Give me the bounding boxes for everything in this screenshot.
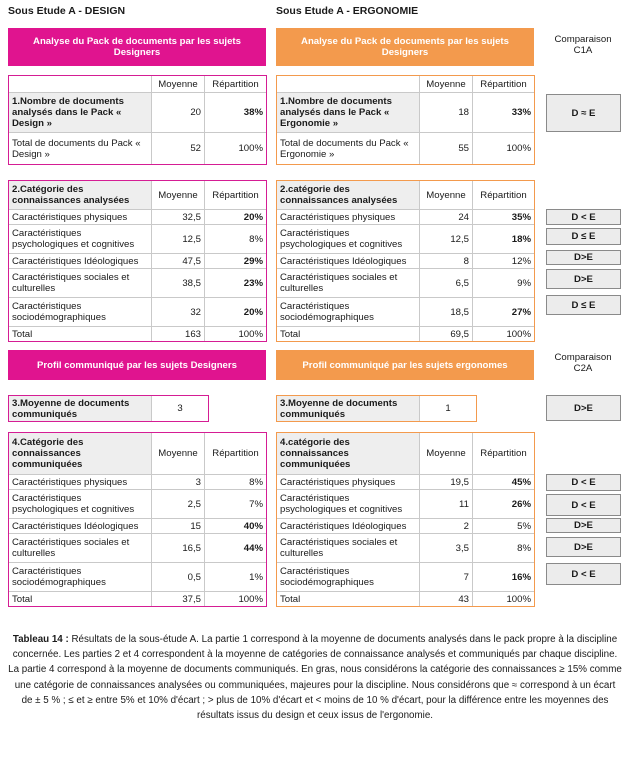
cell-moyenne: 32,5 bbox=[152, 210, 205, 225]
column-header-repartition: Répartition bbox=[205, 76, 267, 93]
comparison-c1a-physique: D < E bbox=[546, 209, 621, 225]
cell-repartition: 12% bbox=[473, 254, 535, 269]
ergonomie-table-3 bbox=[276, 395, 477, 422]
row-label: Caractéristiques Idéologiques bbox=[277, 254, 420, 269]
comparison-c1a-ideologique: D>E bbox=[546, 250, 621, 265]
table-header-category: 4.catégorie des connaissances communiquées bbox=[277, 433, 420, 475]
cell-repartition: 23% bbox=[205, 269, 267, 298]
design-table-4 bbox=[8, 432, 267, 607]
ergonomie-table-4 bbox=[276, 432, 535, 607]
comparison-c1a-sociodemographique: D ≤ E bbox=[546, 295, 621, 315]
comparison-c1a-title: Comparaison C1A bbox=[554, 34, 612, 56]
column-header-repartition: Répartition bbox=[205, 181, 267, 210]
column-header-moyenne: Moyenne bbox=[152, 76, 205, 93]
row-label: Total bbox=[9, 592, 152, 607]
cell-repartition: 29% bbox=[205, 254, 267, 269]
column-header-moyenne: Moyenne bbox=[420, 181, 473, 210]
cell-moyenne: 37,5 bbox=[152, 592, 205, 607]
design-banner-profile: Profil communiqué par les sujets Designers bbox=[8, 350, 266, 380]
ergonomie-section-title: Sous Etude A - ERGONOMIE bbox=[276, 5, 419, 17]
design-banner-analysis: Analyse du Pack de documents par les sujets Designers bbox=[8, 28, 266, 66]
cell-repartition: 9% bbox=[473, 269, 535, 298]
cell-repartition: 8% bbox=[205, 225, 267, 254]
cell-repartition: 45% bbox=[473, 475, 535, 490]
row-label: Total bbox=[9, 327, 152, 342]
comparison-c2a-sociale: D>E bbox=[546, 537, 621, 557]
cell-moyenne: 52 bbox=[152, 133, 205, 165]
comparison-c2a-documents: D>E bbox=[546, 395, 621, 421]
cell-moyenne: 3 bbox=[152, 475, 205, 490]
cell-moyenne: 3,5 bbox=[420, 534, 473, 563]
cell-moyenne: 55 bbox=[420, 133, 473, 165]
cell-repartition: 18% bbox=[473, 225, 535, 254]
row-label: 1.Nombre de documents analysés dans le Pack « Design » bbox=[9, 93, 152, 133]
cell-moyenne: 163 bbox=[152, 327, 205, 342]
cell-moyenne: 24 bbox=[420, 210, 473, 225]
row-label: Caractéristiques Idéologiques bbox=[277, 519, 420, 534]
row-label: 3.Moyenne de documents communiqués bbox=[277, 396, 420, 422]
cell-moyenne: 19,5 bbox=[420, 475, 473, 490]
cell-moyenne: 15 bbox=[152, 519, 205, 534]
design-section-title: Sous Etude A - DESIGN bbox=[8, 5, 126, 17]
row-label: Total bbox=[277, 592, 420, 607]
row-label: Caractéristiques sociodémographiques bbox=[9, 298, 152, 327]
cell-repartition: 100% bbox=[473, 592, 535, 607]
row-label: Caractéristiques psychologiques et cognitives bbox=[277, 225, 420, 254]
cell-repartition: 44% bbox=[205, 534, 267, 563]
cell-moyenne: 2 bbox=[420, 519, 473, 534]
cell-repartition: 100% bbox=[205, 592, 267, 607]
cell-repartition: 38% bbox=[205, 93, 267, 133]
design-table-2 bbox=[8, 180, 267, 342]
row-label: Caractéristiques physiques bbox=[9, 475, 152, 490]
caption-text: Résultats de la sous-étude A. La partie 1 correspond à la moyenne de documents analysés dans le pack propre à la discipline concernée. Les parties 2 et 4 correspondent à la moyenne de catégories de connaissance analysés et communiqués par chaque discipline. La partie 4 correspond à la moyenne de documents communiqués. En gras, nous considérons la catégorie des connaissances ≥ 15% comme une catégorie de connaissances analysées ou communiquées, majeures pour la discipline. Nous considérons que ≈ correspond à un écart de ± 5 % ; ≤ et ≥ entre 5% et 10% d'écart ; > plus de 10% d'écart et < moins de 10 % d'écart, pour la différence entre les moyennes des résultats issus du design et ceux issus de l'ergonomie. bbox=[8, 634, 622, 722]
cell-value: 1 bbox=[420, 396, 477, 422]
table-caption bbox=[8, 632, 622, 723]
cell-repartition: 20% bbox=[205, 210, 267, 225]
cell-repartition: 16% bbox=[473, 563, 535, 592]
cell-moyenne: 6,5 bbox=[420, 269, 473, 298]
cell-repartition: 33% bbox=[473, 93, 535, 133]
cell-moyenne: 69,5 bbox=[420, 327, 473, 342]
cell-moyenne: 2,5 bbox=[152, 490, 205, 519]
cell-moyenne: 7 bbox=[420, 563, 473, 592]
row-label: Caractéristiques sociales et culturelles bbox=[9, 534, 152, 563]
cell-repartition: 100% bbox=[205, 133, 267, 165]
comparison-c1a-psychologique: D ≤ E bbox=[546, 228, 621, 245]
cell-moyenne: 16,5 bbox=[152, 534, 205, 563]
row-label: Caractéristiques psychologiques et cognitives bbox=[9, 490, 152, 519]
cell-moyenne: 12,5 bbox=[420, 225, 473, 254]
row-label: Caractéristiques psychologiques et cognitives bbox=[9, 225, 152, 254]
table-header-category: 2.Catégorie des connaissances analysées bbox=[9, 181, 152, 210]
cell-moyenne: 18,5 bbox=[420, 298, 473, 327]
comparison-c2a-psychologique: D < E bbox=[546, 494, 621, 516]
column-header-moyenne: Moyenne bbox=[420, 76, 473, 93]
cell-repartition: 1% bbox=[205, 563, 267, 592]
caption-label: Tableau 14 : bbox=[12, 634, 69, 645]
cell-repartition: 100% bbox=[473, 133, 535, 165]
row-label: Caractéristiques sociales et culturelles bbox=[277, 269, 420, 298]
row-label: Caractéristiques physiques bbox=[9, 210, 152, 225]
comparison-c2a-title: Comparaison C2A bbox=[554, 352, 612, 374]
column-header-moyenne: Moyenne bbox=[152, 433, 205, 475]
comparison-c2a-sociodemographique: D < E bbox=[546, 563, 621, 585]
cell-moyenne: 43 bbox=[420, 592, 473, 607]
cell-moyenne: 8 bbox=[420, 254, 473, 269]
cell-moyenne: 47,5 bbox=[152, 254, 205, 269]
cell-moyenne: 0,5 bbox=[152, 563, 205, 592]
cell-repartition: 35% bbox=[473, 210, 535, 225]
table-header-category: 2.catégorie des connaissances analysées bbox=[277, 181, 420, 210]
comparison-c2a-physique: D < E bbox=[546, 474, 621, 491]
cell-moyenne: 11 bbox=[420, 490, 473, 519]
cell-repartition: 5% bbox=[473, 519, 535, 534]
comparison-c2a-ideologique: D>E bbox=[546, 518, 621, 533]
cell-repartition: 100% bbox=[205, 327, 267, 342]
cell-moyenne: 20 bbox=[152, 93, 205, 133]
cell-moyenne: 32 bbox=[152, 298, 205, 327]
row-label: Caractéristiques Idéologiques bbox=[9, 254, 152, 269]
cell-repartition: 26% bbox=[473, 490, 535, 519]
row-label: Caractéristiques sociodémographiques bbox=[277, 298, 420, 327]
ergonomie-banner-analysis: Analyse du Pack de documents par les sujets Designers bbox=[276, 28, 534, 66]
cell-repartition: 40% bbox=[205, 519, 267, 534]
row-label: 3.Moyenne de documents communiqués bbox=[9, 396, 152, 422]
cell-value: 3 bbox=[152, 396, 209, 422]
column-header-moyenne: Moyenne bbox=[420, 433, 473, 475]
row-label: Caractéristiques sociales et culturelles bbox=[277, 534, 420, 563]
column-header-repartition: Répartition bbox=[205, 433, 267, 475]
row-label: Caractéristiques sociales et culturelles bbox=[9, 269, 152, 298]
row-label: Caractéristiques physiques bbox=[277, 475, 420, 490]
ergonomie-banner-profile: Profil communiqué par les sujets ergonomes bbox=[276, 350, 534, 380]
cell-repartition: 27% bbox=[473, 298, 535, 327]
row-label: 1.Nombre de documents analysés dans le Pack « Ergonomie » bbox=[277, 93, 420, 133]
ergonomie-table-1 bbox=[276, 75, 535, 165]
column-header-repartition: Répartition bbox=[473, 181, 535, 210]
design-table-1 bbox=[8, 75, 267, 165]
row-label: Total de documents du Pack « Design » bbox=[9, 133, 152, 165]
cell-repartition: 100% bbox=[473, 327, 535, 342]
design-table-3 bbox=[8, 395, 209, 422]
column-header-moyenne: Moyenne bbox=[152, 181, 205, 210]
column-header-repartition: Répartition bbox=[473, 76, 535, 93]
cell-repartition: 8% bbox=[473, 534, 535, 563]
row-label: Caractéristiques sociodémographiques bbox=[9, 563, 152, 592]
row-label: Caractéristiques sociodémographiques bbox=[277, 563, 420, 592]
cell-repartition: 20% bbox=[205, 298, 267, 327]
table-header-category: 4.Catégorie des connaissances communiquées bbox=[9, 433, 152, 475]
row-label: Total de documents du Pack « Ergonomie » bbox=[277, 133, 420, 165]
cell-moyenne: 38,5 bbox=[152, 269, 205, 298]
ergonomie-table-2 bbox=[276, 180, 535, 342]
comparison-c1a-sociale: D>E bbox=[546, 269, 621, 289]
comparison-c1a-result: D ≈ E bbox=[546, 94, 621, 132]
cell-repartition: 8% bbox=[205, 475, 267, 490]
cell-moyenne: 18 bbox=[420, 93, 473, 133]
column-header-repartition: Répartition bbox=[473, 433, 535, 475]
cell-repartition: 7% bbox=[205, 490, 267, 519]
row-label: Caractéristiques Idéologiques bbox=[9, 519, 152, 534]
row-label: Caractéristiques physiques bbox=[277, 210, 420, 225]
row-label: Caractéristiques psychologiques et cognitives bbox=[277, 490, 420, 519]
row-label: Total bbox=[277, 327, 420, 342]
cell-moyenne: 12,5 bbox=[152, 225, 205, 254]
